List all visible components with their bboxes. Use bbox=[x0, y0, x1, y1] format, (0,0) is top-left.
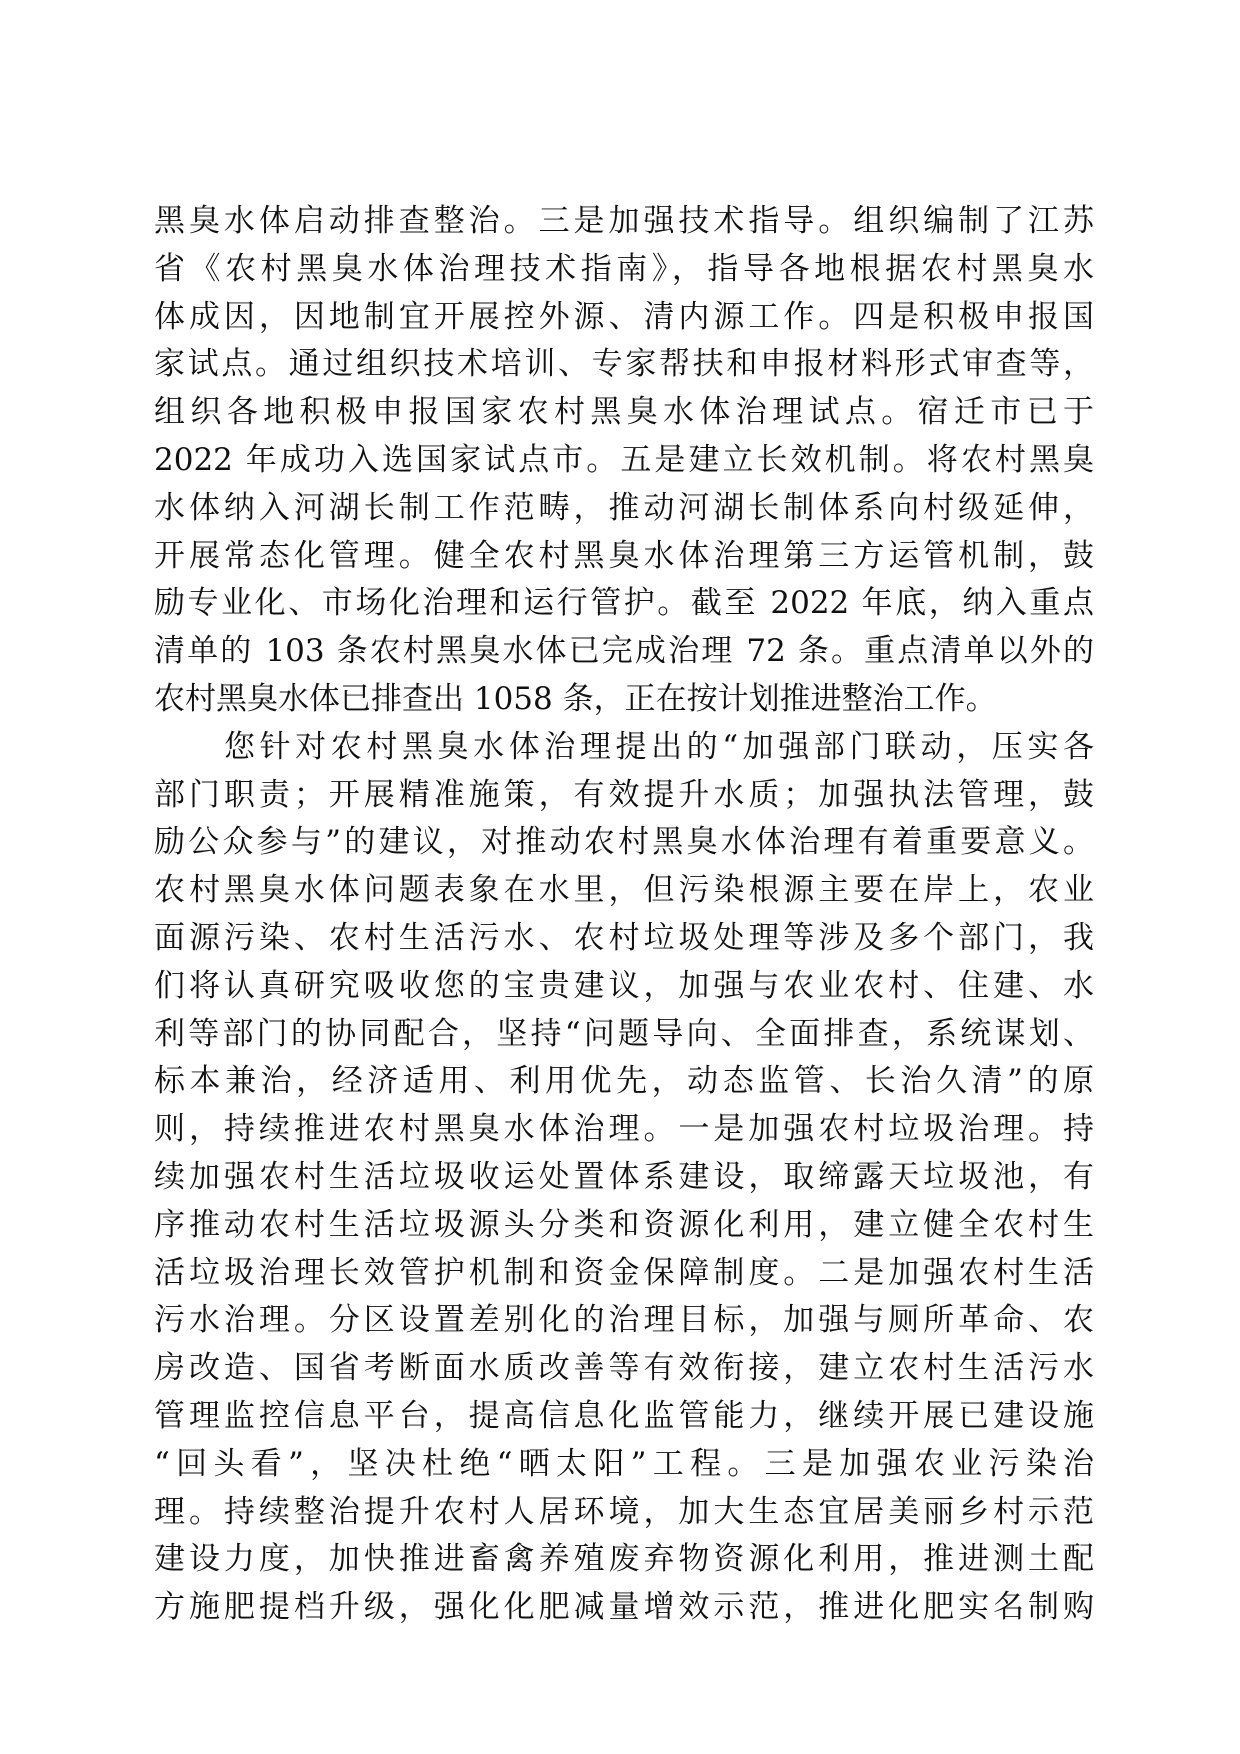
text-line: 建设力度，加快推进畜禽养殖废弃物资源化利用，推进测土配 bbox=[154, 1541, 1094, 1578]
text-line: 2022 年成功入选国家试点市。五是建立长效机制。将农村黑臭 bbox=[154, 441, 1094, 478]
text-line: 开展常态化管理。健全农村黑臭水体治理第三方运管机制，鼓 bbox=[154, 537, 1094, 574]
text-line: 房改造、国省考断面水质改善等有效衔接，建立农村生活污水 bbox=[154, 1350, 1094, 1387]
text-line: 励专业化、市场化治理和运行管护。截至 2022 年底，纳入重点 bbox=[154, 585, 1094, 622]
text-line: 农村黑臭水体已排查出 1058 条，正在按计划推进整治工作。 bbox=[154, 680, 997, 717]
text-line: 面源污染、农村生活污水、农村垃圾处理等涉及多个部门，我 bbox=[154, 919, 1094, 956]
text-line: 理。持续整治提升农村人居环境，加大生态宜居美丽乡村示范 bbox=[154, 1493, 1094, 1530]
body-text bbox=[154, 198, 1094, 1632]
text-line: 序推动农村生活垃圾源头分类和资源化利用，建立健全农村生 bbox=[154, 1206, 1094, 1243]
text-line: 方施肥提档升级，强化化肥减量增效示范，推进化肥实名制购 bbox=[154, 1589, 1094, 1626]
text-line: 清单的 103 条农村黑臭水体已完成治理 72 条。重点清单以外的 bbox=[154, 633, 1094, 670]
text-line: 水体纳入河湖长制工作范畴，推动河湖长制体系向村级延伸， bbox=[154, 489, 1094, 526]
text-line: 们将认真研究吸收您的宝贵建议，加强与农业农村、住建、水 bbox=[154, 967, 1094, 1004]
text-line: 利等部门的协同配合，坚持“问题导向、全面排查，系统谋划、 bbox=[154, 1015, 1094, 1052]
text-line: 黑臭水体启动排查整治。三是加强技术指导。组织编制了江苏 bbox=[154, 203, 1094, 239]
text-line: “回头看”，坚决杜绝“晒太阳”工程。三是加强农业污染治 bbox=[154, 1445, 1094, 1482]
text-line: 体成因，因地制宜开展控外源、清内源工作。四是积极申报国 bbox=[154, 298, 1094, 335]
text-line: 续加强农村生活垃圾收运处置体系建设，取缔露天垃圾池，有 bbox=[154, 1158, 1094, 1195]
text-line: 组织各地积极申报国家农村黑臭水体治理试点。宿迁市已于 bbox=[154, 394, 1094, 431]
text-line: 励公众参与”的建议，对推动农村黑臭水体治理有着重要意义。 bbox=[154, 824, 1094, 861]
paragraph-2 bbox=[154, 724, 1094, 1632]
text-line: 则，持续推进农村黑臭水体治理。一是加强农村垃圾治理。持 bbox=[154, 1111, 1094, 1148]
text-line: 农村黑臭水体问题表象在水里，但污染根源主要在岸上，农业 bbox=[154, 872, 1094, 909]
text-line: 标本兼治，经济适用、利用优先，动态监管、长治久清”的原 bbox=[154, 1063, 1094, 1100]
paragraph-1 bbox=[154, 198, 1094, 724]
text-line: 省《农村黑臭水体治理技术指南》，指导各地根据农村黑臭水 bbox=[154, 250, 1094, 287]
text-line: 家试点。通过组织技术培训、专家帮扶和申报材料形式审查等， bbox=[154, 346, 1094, 383]
text-line: 活垃圾治理长效管护机制和资金保障制度。二是加强农村生活 bbox=[154, 1254, 1094, 1291]
text-line: 部门职责；开展精准施策，有效提升水质；加强执法管理，鼓 bbox=[154, 776, 1094, 813]
text-line: 污水治理。分区设置差别化的治理目标，加强与厕所革命、农 bbox=[154, 1302, 1094, 1339]
text-line: 管理监控信息平台，提高信息化监管能力，继续开展已建设施 bbox=[154, 1397, 1094, 1434]
text-line: 您针对农村黑臭水体治理提出的“加强部门联动，压实各 bbox=[224, 728, 1094, 765]
